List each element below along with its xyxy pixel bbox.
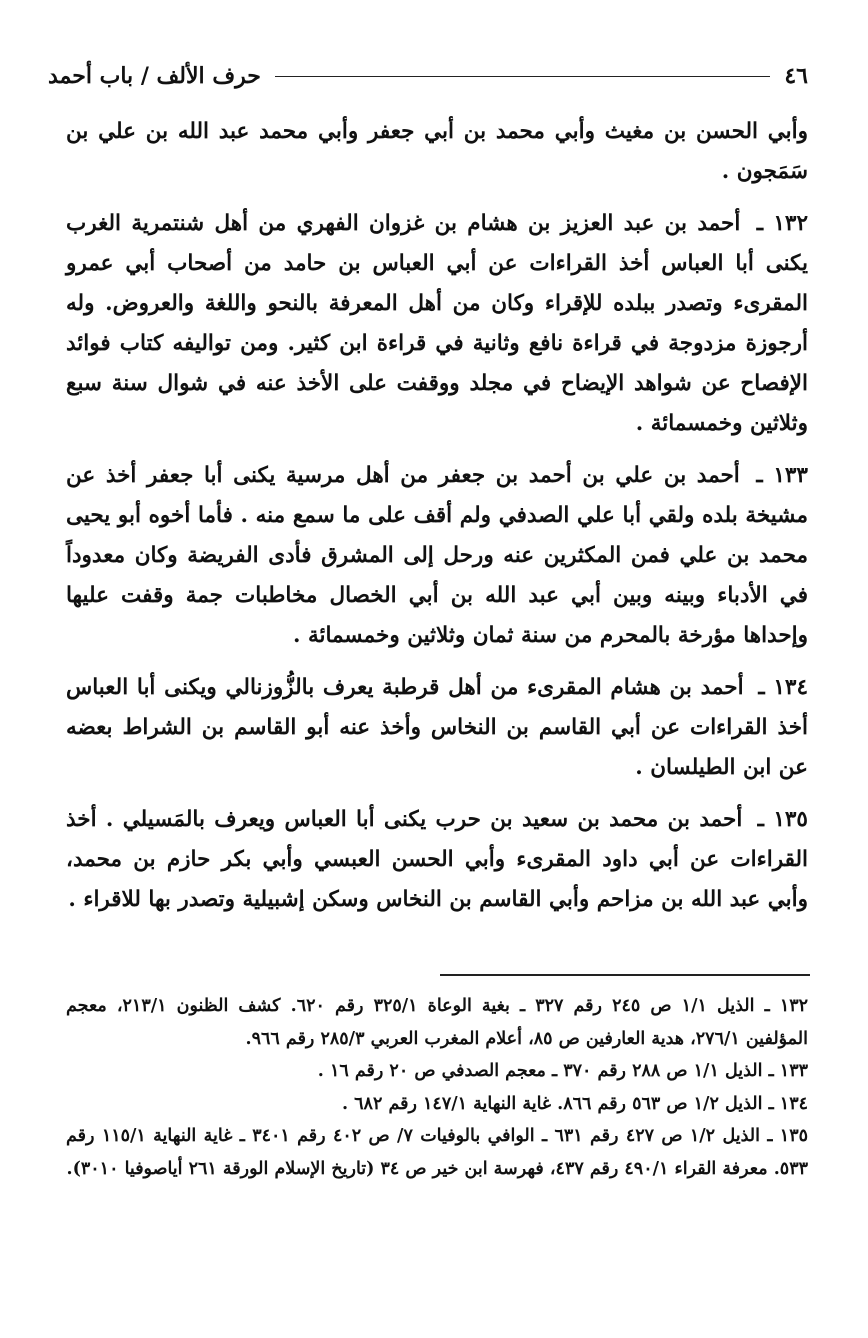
entry-133	[66, 456, 808, 656]
continuation-paragraph: وأبي الحسن بن مغيث وأبي محمد بن أبي جعفر وأبي محمد عبد الله بن علي بن سَمَجون .	[66, 119, 808, 184]
running-title: حرف الألف / باب أحمد	[48, 63, 261, 89]
entry-text: أحمد بن هشام المقرىء من أهل قرطبة يعرف بالزُّوزنالي ويكنى أبا العباس أخذ القراءات عن أبي القاسم بن النخاس وأخذ عنه أبو القاسم بن الشراط بعضه عن ابن الطيلسان .	[66, 675, 808, 780]
footnote-number: ١٣٣ ـ	[768, 1061, 808, 1081]
footnote-separator	[440, 974, 810, 976]
footnote-number: ١٣٥ ـ	[767, 1126, 808, 1146]
footnotes	[66, 990, 808, 1185]
footnote-133	[66, 1055, 808, 1088]
footnote-number: ١٣٤ ـ	[768, 1093, 808, 1114]
footnote-text: الذيل ١/١ ص ٢٤٥ رقم ٣٢٧ ـ بغية الوعاة ٣٢٥/١ رقم ٦٢٠. كشف الظنون ٢١٣/١، معجم المؤلفين ٢٧٦/١، هدية العارفين ص ٨٥، أعلام المغرب العربي ٢٨٥/٣ رقم ٩٦٦.	[66, 996, 808, 1049]
entry-134	[66, 668, 808, 788]
entry-text: أحمد بن عبد العزيز بن هشام بن غزوان الفهري من أهل شنتمرية الغرب يكنى أبا العباس أخذ القراءات عن أبي العباس بن حامد من أصحاب أبي عمرو المقرىء وتصدر ببلده للإقراء وكان من أهل المعرفة بالنحو واللغة والعروض. وله أرجوزة مزدوجة في قراءة نافع وثانية في قراءة ابن كثير. ومن تواليفه كتاب فوائد الإفصاح عن شواهد الإيضاح في مجلد ووقفت على الأخذ عنه في شوال سنة سبع وثلاثين وخمسمائة .	[66, 211, 808, 436]
footnote-134	[66, 1088, 808, 1121]
footnote-text: الذيل ١/٢ ص ٥٦٣ رقم ٨٦٦. غاية النهاية ١٤٧/١ رقم ٦٨٢ .	[341, 1093, 763, 1114]
entry-number: ١٣٤ ـ	[758, 675, 808, 700]
footnote-number: ١٣٢ ـ	[764, 996, 809, 1016]
page-number: ٤٦	[784, 63, 808, 89]
page-header	[48, 58, 808, 94]
header-rule	[275, 76, 770, 77]
entry-number: ١٣٣ ـ	[756, 463, 808, 488]
footnote-135	[66, 1120, 808, 1185]
entry-number: ١٣٥ ـ	[757, 807, 808, 832]
entry-text: أحمد بن محمد بن سعيد بن حرب يكنى أبا العباس ويعرف بالمَسيلي . أخذ القراءات عن أبي داود المقرىء وأبي الحسن العبسي وأبي بكر حازم بن محمد، وأبي عبد الله بن مزاحم وأبي القاسم بن النخاس وسكن إشبيلية وتصدر بها للاقراء .	[66, 807, 808, 912]
footnote-text: الذيل ١/١ ص ٢٨٨ رقم ٣٧٠ ـ معجم الصدفي ص ٢٠ رقم ١٦ .	[317, 1061, 763, 1081]
footnote-132	[66, 990, 808, 1055]
main-text	[66, 112, 808, 932]
entry-135	[66, 800, 808, 920]
entry-number: ١٣٢ ـ	[756, 211, 808, 236]
footnote-text: الذيل ١/٢ ص ٤٢٧ رقم ٦٣١ ـ الوافي بالوفيات ٧/ ص ٤٠٢ رقم ٣٤٠١ ـ غاية النهاية ١١٥/١ رقم ٥٣٣. معرفة القراء ٤٩٠/١ رقم ٤٣٧، فهرسة ابن خير ص ٣٤ (تاريخ الإسلام الورقة ٢٦١ أياصوفيا ٣٠١٠).	[66, 1126, 808, 1179]
entry-132	[66, 204, 808, 444]
entry-text: أحمد بن علي بن أحمد بن جعفر من أهل مرسية يكنى أبا جعفر أخذ عن مشيخة بلده ولقي أبا علي الصدفي ولم أقف على ما سمع منه . فأما أخوه أبو يحيى محمد بن علي فمن المكثرين عنه ورحل إلى المشرق فأدى الفريضة وكان معدوداً في الأدباء وبينه وبين أبي عبد الله بن أبي الخصال مخاطبات جمة وقفت عليها وإحداها مؤرخة بالمحرم من سنة ثمان وثلاثين وخمسمائة .	[66, 463, 808, 648]
